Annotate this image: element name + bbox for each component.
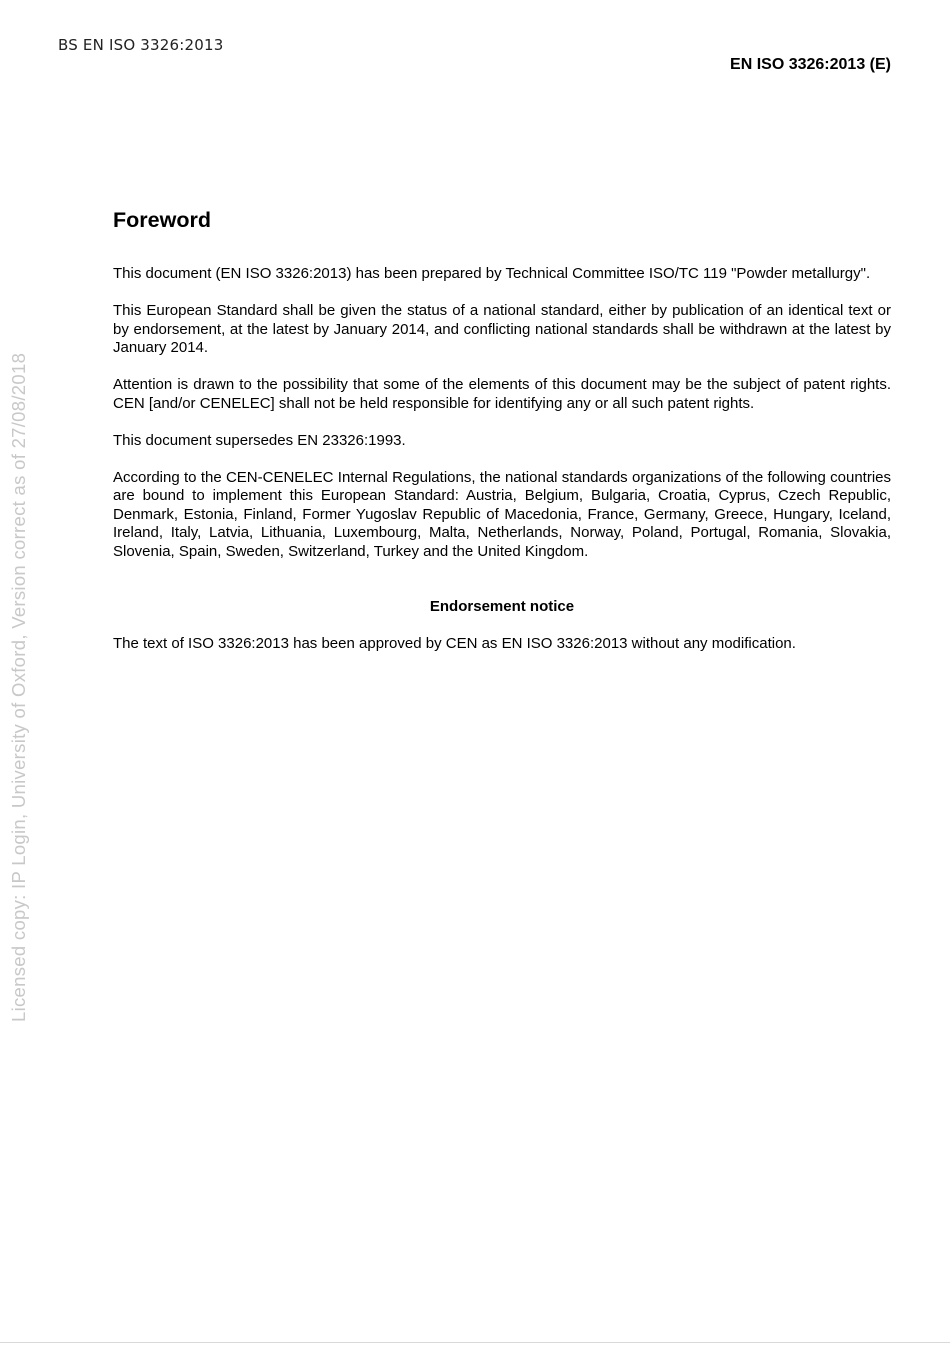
foreword-paragraph: This European Standard shall be given the status of a national standard, either by publication of an identical text or by endorsement, at the latest by January 2014, and conflicting national standards shall be withdrawn at the latest by January 2014. bbox=[113, 302, 891, 356]
foreword-title: Foreword bbox=[113, 208, 211, 232]
document-id-header: BS EN ISO 3326:2013 bbox=[58, 36, 224, 54]
page-bottom-divider bbox=[0, 1342, 950, 1343]
foreword-paragraph: According to the CEN-CENELEC Internal Regulations, the national standards organizations of the following countries are bound to implement this European Standard: Austria, Belgium, Bulgaria, Croatia, Cyprus, Czech Republic, Denmark, Estonia, Finland, Former Yugoslav Republic of Macedonia, France, Germany, Greece, Hungary, Iceland, Ireland, Italy, Latvia, Lithuania, Luxembourg, Malta, Netherlands, Norway, Poland, Portugal, Romania, Slovakia, Slovenia, Spain, Sweden, Switzerland, Turkey and the United Kingdom. bbox=[113, 468, 891, 560]
foreword-paragraph: This document supersedes EN 23326:1993. bbox=[113, 431, 406, 449]
foreword-paragraph: This document (EN ISO 3326:2013) has been prepared by Technical Committee ISO/TC 119 "Powder metallurgy". bbox=[113, 265, 871, 282]
license-watermark: Licensed copy: IP Login, University of Oxford, Version correct as of 27/08/2018 bbox=[8, 352, 29, 1022]
standard-id-header: EN ISO 3326:2013 (E) bbox=[730, 56, 891, 73]
foreword-paragraph: Attention is drawn to the possibility that some of the elements of this document may be the subject of patent rights. CEN [and/or CENELEC] shall not be held responsible for identifying any or all such patent rights. bbox=[113, 376, 891, 412]
document-body bbox=[113, 205, 891, 672]
endorsement-notice-title: Endorsement notice bbox=[429, 598, 575, 615]
endorsement-notice-text: The text of ISO 3326:2013 has been approved by CEN as EN ISO 3326:2013 without any modification. bbox=[113, 635, 796, 652]
